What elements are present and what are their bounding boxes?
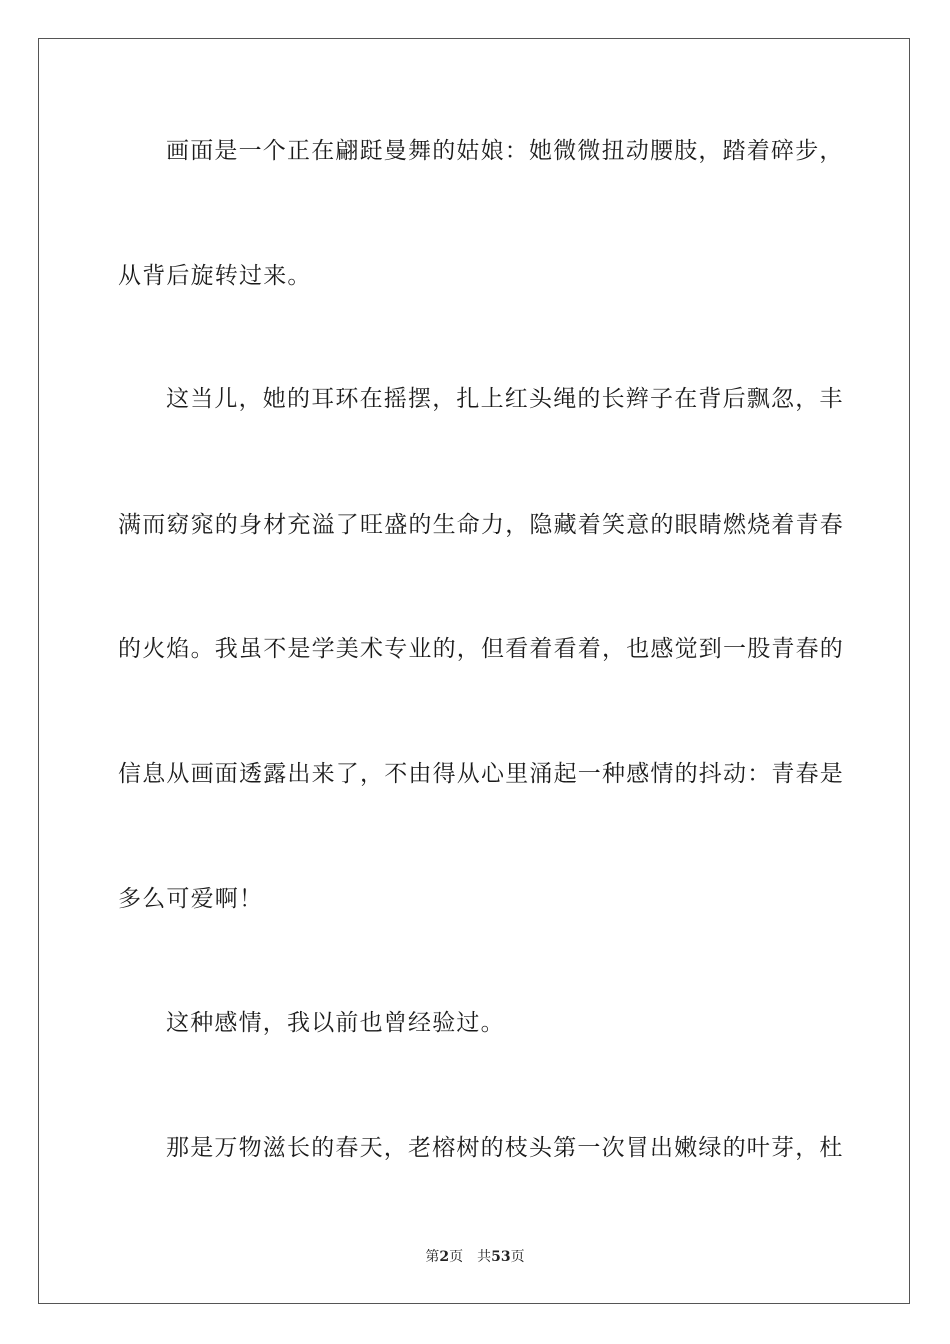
current-page-number: 2: [439, 1249, 450, 1265]
text-line: 从背后旋转过来。: [118, 263, 312, 289]
text-line: 这当儿，她的耳环在摇摆，扎上红头绳的长辫子在背后飘忽，丰: [166, 386, 844, 412]
text-line: 的火焰。我虽不是学美术专业的，但看着看着，也感觉到一股青春的: [118, 636, 844, 662]
text-line: 满而窈窕的身材充溢了旺盛的生命力，隐藏着笑意的眼睛燃烧着青春: [118, 512, 844, 538]
text-line: 信息从画面透露出来了，不由得从心里涌起一种感情的抖动：青春是: [118, 761, 844, 787]
text-line: 多么可爱啊！: [118, 886, 264, 912]
text-line: 那是万物滋长的春天，老榕树的枝头第一次冒出嫩绿的叶芽，杜: [166, 1135, 844, 1161]
text-line: 画面是一个正在翩跹曼舞的姑娘：她微微扭动腰肢，踏着碎步，: [166, 138, 844, 164]
total-page-count: 53: [491, 1249, 511, 1265]
text-line: 这种感情，我以前也曾经验过。: [166, 1010, 505, 1036]
footer-prefix: 第: [425, 1249, 440, 1265]
page-footer: [0, 1248, 950, 1266]
footer-total-prefix: 共: [477, 1249, 492, 1265]
footer-page-unit: 页: [449, 1249, 464, 1265]
footer-total-unit: 页: [510, 1249, 525, 1265]
page-border: [38, 38, 910, 1304]
